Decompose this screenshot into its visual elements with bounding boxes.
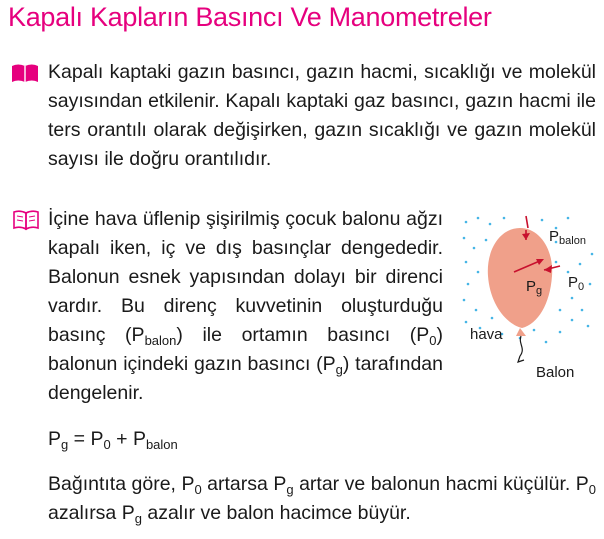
book-icon [10, 62, 40, 84]
label-pg: $P_g$ [526, 278, 543, 297]
balloon-diagram [460, 214, 598, 384]
label-p0: $P_0$ [568, 274, 585, 293]
conclusion-paragraph: Bağıntıta göre, $P_0$ artarsa $P_g$ artar ve balonun hacmi küçülür. $P_0$ azalırsa $P_g$ azalır ve balon hacimce büyür. [48, 473, 596, 526]
balloon-explanation: İçine hava üflenip şişirilmiş çocuk balonu ağzı kapalı iken, iç ve dış basınçlar dengededir. Balonun esnek yapısından dolayı bir direnci vardır. Bu direnç kuvvetinin oluşturduğu basınç $(P_{balon})$ ile ortamın basıncı $(P_0)$ balonun içindeki gazın basıncı $(P_g)$ tarafından dengelenir. [48, 208, 443, 404]
intro-paragraph: Kapalı kaptaki gazın basıncı, gazın hacmi, sıcaklığı ve molekül sayısından etkilenir. Kapalı kaptaki gaz basıncı, gazın hacmi ile ters orantılı olarak değişirken, gazın sıcaklığı ve gazın molekül sayısı ile doğru orantılıdır. [48, 61, 596, 170]
pressure-formula: $P_g = P_0 + P_{balon}$ [48, 428, 178, 452]
label-hava: hava [470, 326, 503, 343]
label-p-balon: $P_{balon}$ [549, 228, 586, 247]
page-title: Kapalı Kapların Basıncı Ve Manometreler [8, 2, 492, 32]
open-book-icon [12, 209, 40, 231]
balloon-body [488, 228, 552, 328]
label-balon: Balon [536, 364, 575, 381]
